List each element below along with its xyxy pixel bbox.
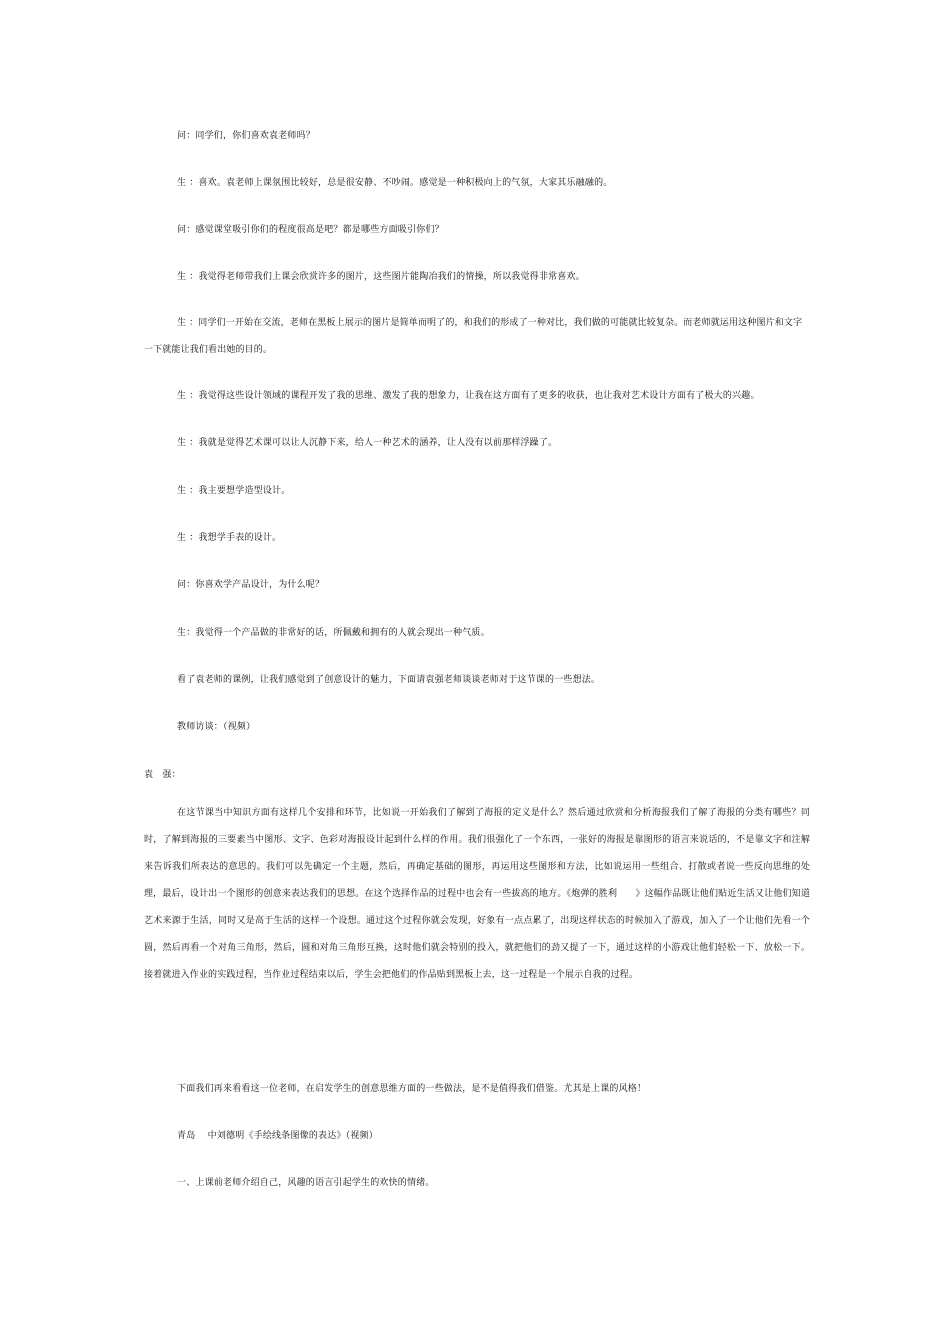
student-answer-paragraph: 生 ：同学们一开始在交流，老师在黑板上展示的图片是简单而明了的，和我们的形成了一种对比，我们做的可能就比较复杂。而老师就运用这种图片和文字一下就能让我们看出她的目的。 (144, 318, 803, 355)
question-paragraph: 问：感觉课堂吸引你们的程度很高是吧？都是哪些方面吸引你们？ (177, 225, 444, 235)
student-answer-paragraph: 生 ：我觉得老师带我们上课会欣赏许多的图片，这些图片能陶冶我们的情操，所以我觉得非常喜欢。 (177, 272, 585, 282)
student-answer-paragraph: 生 ：我觉得这些设计领域的课程开发了我的思维、激发了我的想象力，让我在这方面有了更多的收获，也让我对艺术设计方面有了极大的兴趣。 (177, 391, 760, 401)
speaker-label: 袁 强： (144, 770, 181, 780)
narration-paragraph: 看了袁老师的课例，让我们感觉到了创意设计的魅力，下面请袁强老师谈谈老师对于这节课的一些想法。 (177, 675, 601, 685)
list-item: 一、上课前老师介绍自己，风趣的语言引起学生的欢快的情绪。 (177, 1178, 435, 1188)
student-answer-paragraph: 生：我觉得一个产品做的非常好的话，所佩戴和拥有的人就会现出一种气质。 (177, 628, 490, 638)
student-answer-paragraph: 生 ：我就是觉得艺术课可以让人沉静下来，给人一种艺术的涵养，让人没有以前那样浮躁了。 (177, 438, 558, 448)
question-paragraph: 问：同学们，你们喜欢袁老师吗？ (177, 131, 316, 141)
narration-paragraph: 下面我们再来看看这一位老师，在启发学生的创意思维方面的一些做法，是不是值得我们借鉴。尤其是上课的风格！ (177, 1084, 647, 1094)
interview-heading: 教师访谈：（视频） (177, 722, 256, 732)
student-answer-paragraph: 生 ：我想学手表的设计。 (177, 533, 282, 543)
student-answer-paragraph: 生 ：喜欢。袁老师上课氛围比较好，总是很安静、不吵闹。感觉是一种积极向上的气氛，大家其乐融融的。 (177, 178, 613, 188)
student-answer-paragraph: 生 ：我主要想学造型设计。 (177, 486, 291, 496)
interview-body-paragraph: 在这节课当中知识方面有这样几个安排和环节，比如说一开始我们了解到了海报的定义是什么？然后通过欣赏和分析海报我们了解了海报的分类有哪些？同时，了解到海报的三要素当中图形、文字、色彩对海报设计起到什么样的作用。我们很强化了一个东西，一张好的海报是靠图形的语言来说话的，不是靠文字和注解来告诉我们所表达的意思的。我们可以先确定一个主题，然后，再确定基础的图形，再运用这些图形和方法，比如说运用一些组合、打散或者说一些反向思维的处理，最后，设计出一个图形的创意来表达我们的思想。在这个选择作品的过程中也会有一些拔高的地方。《炮弹的胜利 》这幅作品既让他们贴近生活又让他们知道艺术来源于生活，同时又是高于生活的这样一个设想。通过这个过程你就会发现，好象有一点点累了，出现这样状态的时候加入了游戏，加入了一个让他们先看一个圆，然后再看一个对角三角形，然后，圆和对角三角形互换，这时他们就会特别的投入，就把他们的劲又提了一下，通过这样的小游戏让他们轻松一下、放松一下。接着就进入作业的实践过程，当作业过程结束以后，学生会把他们的作品贴到黑板上去，这一过程是一个展示自我的过程。 (144, 808, 810, 980)
video-title-heading: 青岛 中刘德明《手绘线条图像的表达》（视频） (177, 1131, 378, 1141)
question-paragraph: 问：你喜欢学产品设计，为什么呢？ (177, 580, 325, 590)
